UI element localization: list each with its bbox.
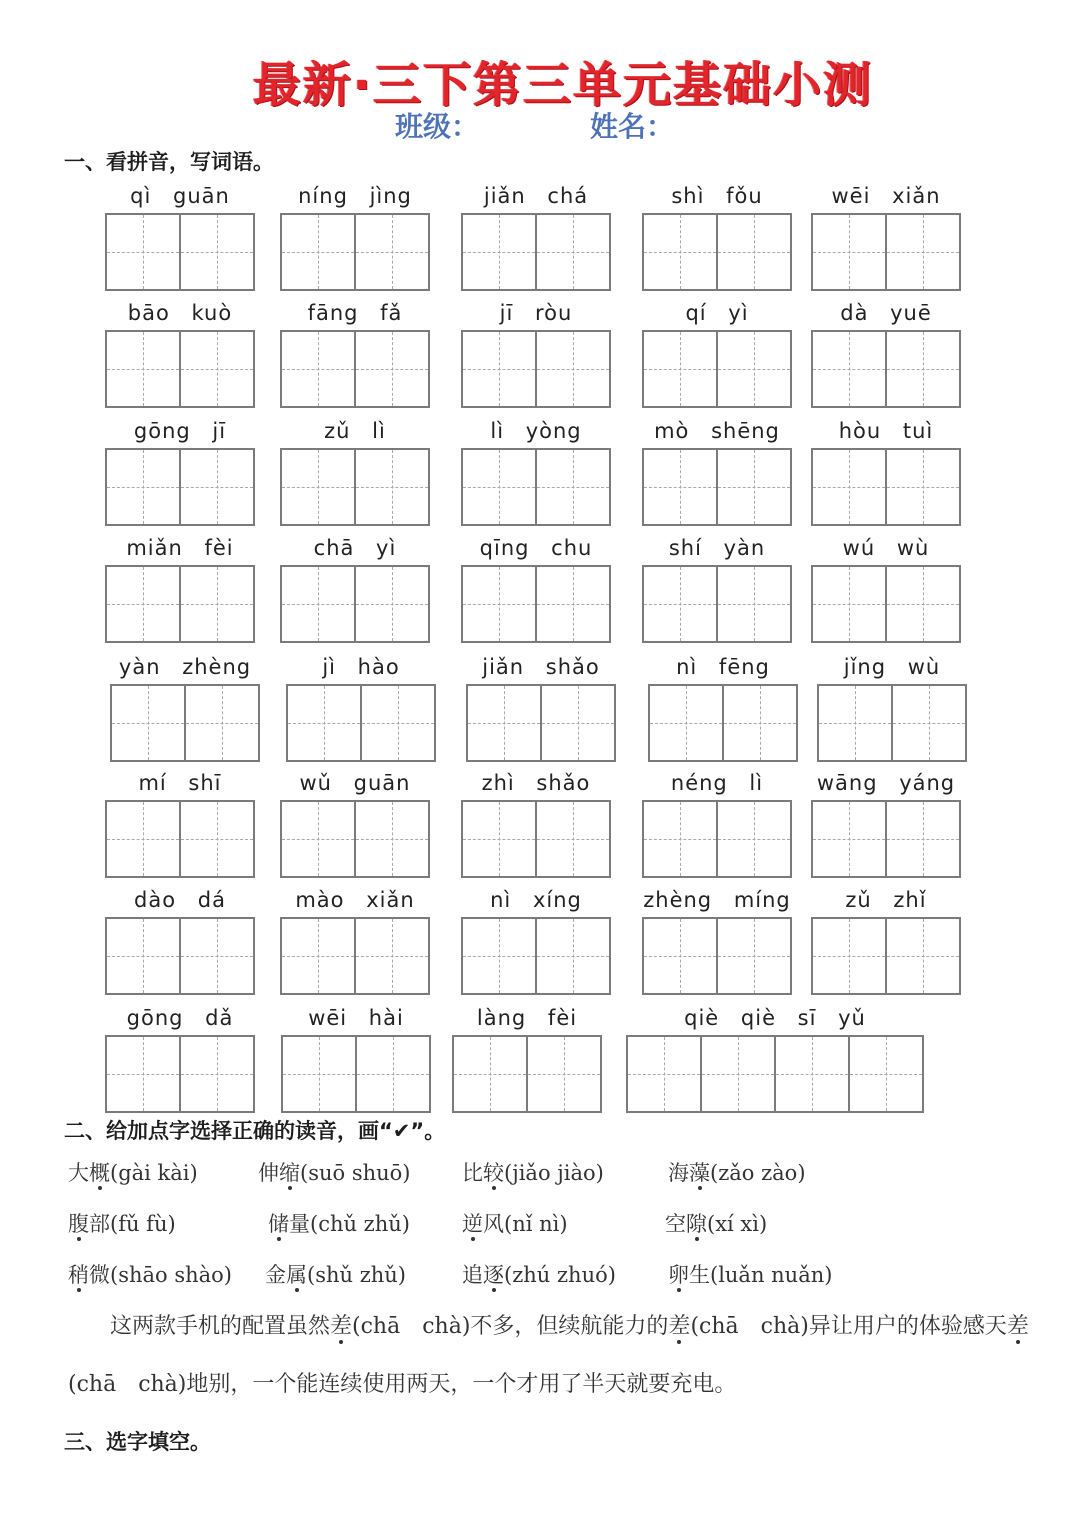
tianzige-box xyxy=(811,448,961,526)
name-label: 姓名： xyxy=(590,110,675,143)
char-cell xyxy=(354,215,428,289)
tianzige-box xyxy=(280,917,430,995)
word-char: 比 xyxy=(462,1161,483,1185)
pinyin-word-item xyxy=(811,296,961,408)
tianzige-box xyxy=(642,800,792,878)
pinyin-word-item xyxy=(286,650,436,762)
char-cell xyxy=(179,332,253,406)
tianzige-box xyxy=(817,684,967,762)
pinyin-word-item xyxy=(811,883,961,995)
word-char: 伸 xyxy=(258,1161,279,1185)
reading-choice-item xyxy=(668,1159,806,1187)
pinyin-label: néng lì xyxy=(670,771,764,795)
char-cell xyxy=(107,450,179,524)
pinyin-word-item xyxy=(811,766,961,878)
paragraph-text: (chā chà)异让用户的体验感天 xyxy=(690,1314,1007,1339)
char-cell xyxy=(885,567,959,641)
reading-options: (shǔ zhǔ) xyxy=(307,1263,407,1287)
char-cell xyxy=(885,919,959,993)
char-cell xyxy=(891,686,965,760)
char-cell xyxy=(107,919,179,993)
pinyin-label: nì fēng xyxy=(676,655,770,679)
char-cell xyxy=(716,802,790,876)
tianzige-box xyxy=(642,448,792,526)
pinyin-word-item xyxy=(280,296,430,408)
char-cell xyxy=(282,332,354,406)
pinyin-word-item xyxy=(642,179,792,291)
word-char: 大 xyxy=(68,1161,89,1185)
tianzige-box xyxy=(642,565,792,643)
char-cell xyxy=(282,802,354,876)
char-cell xyxy=(700,1037,774,1111)
pinyin-word-item xyxy=(280,414,430,526)
char-cell xyxy=(179,1037,253,1111)
pinyin-label: zhì shǎo xyxy=(481,771,591,795)
dotted-char: 藻 xyxy=(689,1161,710,1185)
char-cell xyxy=(716,332,790,406)
tianzige-box xyxy=(642,917,792,995)
char-cell xyxy=(885,215,959,289)
pinyin-label: dà yuē xyxy=(840,301,932,325)
char-cell xyxy=(848,1037,922,1111)
pinyin-word-item xyxy=(642,531,792,643)
pinyin-word-item xyxy=(105,1001,255,1113)
pinyin-word-item xyxy=(280,179,430,291)
char-cell xyxy=(179,215,253,289)
tianzige-box xyxy=(811,800,961,878)
word-char: 追 xyxy=(462,1263,483,1287)
pinyin-label: zǔ lì xyxy=(324,419,386,443)
pinyin-label: qí yì xyxy=(685,301,749,325)
char-cell xyxy=(179,450,253,524)
reading-options: (zhú zhuó) xyxy=(504,1263,616,1287)
char-cell xyxy=(282,567,354,641)
pinyin-word-item xyxy=(811,414,961,526)
char-cell xyxy=(107,1037,179,1111)
char-cell xyxy=(644,332,716,406)
tianzige-box xyxy=(811,565,961,643)
pinyin-word-item xyxy=(105,414,255,526)
char-cell xyxy=(179,802,253,876)
pinyin-label: níng jìng xyxy=(298,184,412,208)
pinyin-word-item xyxy=(280,531,430,643)
dotted-char: 缩 xyxy=(279,1161,300,1185)
pinyin-label: zhèng míng xyxy=(643,888,791,912)
pinyin-word-item xyxy=(811,531,961,643)
char-cell xyxy=(354,802,428,876)
pinyin-label: gōng dǎ xyxy=(126,1006,234,1030)
reading-choice-item xyxy=(462,1159,604,1187)
char-cell xyxy=(774,1037,848,1111)
pinyin-label: nì xíng xyxy=(490,888,582,912)
tianzige-box xyxy=(461,448,611,526)
pinyin-word-item xyxy=(817,650,967,762)
char-cell xyxy=(354,332,428,406)
char-cell xyxy=(107,567,179,641)
pinyin-label: zǔ zhǐ xyxy=(845,888,927,912)
tianzige-box xyxy=(626,1035,924,1113)
char-cell xyxy=(282,919,354,993)
tianzige-box xyxy=(461,917,611,995)
class-label: 班级： xyxy=(395,110,480,143)
char-cell xyxy=(463,450,535,524)
char-cell xyxy=(288,686,360,760)
pinyin-label: bāo kuò xyxy=(127,301,233,325)
reading-options: 部(fǔ fù) xyxy=(89,1212,176,1236)
pinyin-label: miǎn fèi xyxy=(126,536,234,560)
tianzige-box xyxy=(452,1035,602,1113)
char-cell xyxy=(463,567,535,641)
char-cell xyxy=(885,802,959,876)
char-cell xyxy=(716,567,790,641)
pinyin-label: làng fèi xyxy=(476,1006,578,1030)
char-cell xyxy=(463,802,535,876)
dotted-char: 逐 xyxy=(483,1263,504,1287)
char-cell xyxy=(644,567,716,641)
pinyin-label: wēi xiǎn xyxy=(831,184,941,208)
dotted-char: 储 xyxy=(268,1212,289,1236)
tianzige-box xyxy=(280,565,430,643)
reading-options: (xí xì) xyxy=(707,1212,768,1236)
pinyin-word-item xyxy=(461,179,611,291)
dotted-char: 卵 xyxy=(668,1263,689,1287)
tianzige-box xyxy=(105,330,255,408)
char-cell xyxy=(184,686,258,760)
char-cell xyxy=(644,215,716,289)
tianzige-box xyxy=(105,213,255,291)
pinyin-label: jì hào xyxy=(322,655,400,679)
tianzige-box xyxy=(281,1035,431,1113)
reading-options: 生(luǎn nuǎn) xyxy=(689,1263,833,1287)
pinyin-label: qīng chu xyxy=(479,536,593,560)
char-cell xyxy=(535,450,609,524)
pinyin-word-item xyxy=(642,766,792,878)
pinyin-label: gōng jī xyxy=(133,419,227,443)
pinyin-word-item xyxy=(626,1001,924,1113)
char-cell xyxy=(354,450,428,524)
char-cell xyxy=(454,1037,526,1111)
reading-choice-item xyxy=(265,1261,406,1289)
tianzige-box xyxy=(105,800,255,878)
char-cell xyxy=(535,919,609,993)
pinyin-word-item xyxy=(461,414,611,526)
tianzige-box xyxy=(461,800,611,878)
pinyin-word-item xyxy=(110,650,260,762)
pinyin-label: jiǎn shǎo xyxy=(482,655,600,679)
pinyin-label: dào dá xyxy=(134,888,226,912)
dotted-char: 较 xyxy=(483,1161,504,1185)
char-cell xyxy=(885,332,959,406)
pinyin-word-item xyxy=(461,766,611,878)
reading-options: 量(chǔ zhǔ) xyxy=(289,1212,410,1236)
char-cell xyxy=(283,1037,355,1111)
char-cell xyxy=(819,686,891,760)
pinyin-word-item xyxy=(466,650,616,762)
char-cell xyxy=(813,919,885,993)
tianzige-box xyxy=(280,330,430,408)
dotted-char: 稍 xyxy=(68,1263,89,1287)
pinyin-label: jī ròu xyxy=(499,301,573,325)
dotted-char: 属 xyxy=(286,1263,307,1287)
reading-options: (zǎo zào) xyxy=(710,1161,806,1185)
char-cell xyxy=(716,215,790,289)
reading-choice-item xyxy=(268,1210,410,1238)
tianzige-box xyxy=(648,684,798,762)
pinyin-word-item xyxy=(642,414,792,526)
pinyin-label: shì fǒu xyxy=(671,184,763,208)
char-cell xyxy=(540,686,614,760)
char-cell xyxy=(535,567,609,641)
reading-choice-item xyxy=(462,1210,568,1238)
char-cell xyxy=(354,567,428,641)
pinyin-label: shí yàn xyxy=(668,536,766,560)
pinyin-label: wǔ guān xyxy=(299,771,411,795)
char-cell xyxy=(813,215,885,289)
pinyin-word-item xyxy=(461,531,611,643)
pinyin-word-item xyxy=(461,296,611,408)
pinyin-word-item xyxy=(105,531,255,643)
pinyin-word-item xyxy=(280,766,430,878)
pinyin-label: yàn zhèng xyxy=(118,655,252,679)
section-1-heading: 一、看拼音，写词语。 xyxy=(64,150,274,174)
char-cell xyxy=(526,1037,600,1111)
char-cell xyxy=(282,450,354,524)
char-cell xyxy=(644,919,716,993)
char-cell xyxy=(650,686,722,760)
pinyin-label: chā yì xyxy=(313,536,397,560)
tianzige-box xyxy=(466,684,616,762)
paragraph-text: (chā chà)不多，但续航能力的 xyxy=(352,1314,669,1339)
section-2-heading: 二、给加点字选择正确的读音，画“✔”。 xyxy=(64,1119,446,1143)
worksheet-title: 最新·三下第三单元基础小测 xyxy=(252,57,874,113)
char-cell xyxy=(282,215,354,289)
reading-options: (suō shuō) xyxy=(300,1161,411,1185)
reading-choice-item xyxy=(665,1210,767,1238)
reading-choice-item xyxy=(258,1159,410,1187)
pinyin-label: lì yòng xyxy=(490,419,582,443)
dotted-char: 腹 xyxy=(68,1212,89,1236)
pinyin-label: wēi hài xyxy=(308,1006,404,1030)
char-cell xyxy=(644,450,716,524)
dotted-char: 差 xyxy=(330,1314,353,1339)
tianzige-box xyxy=(811,917,961,995)
reading-options: (gài kài) xyxy=(110,1161,198,1185)
reading-choice-item xyxy=(68,1159,198,1187)
reading-choice-item xyxy=(668,1261,832,1289)
pinyin-label: mí shī xyxy=(138,771,222,795)
tianzige-box xyxy=(461,213,611,291)
char-cell xyxy=(354,919,428,993)
char-cell xyxy=(885,450,959,524)
dotted-char: 差 xyxy=(1006,1314,1029,1339)
reading-choice-item xyxy=(68,1261,232,1289)
char-cell xyxy=(716,450,790,524)
tianzige-box xyxy=(811,330,961,408)
pinyin-word-item xyxy=(811,179,961,291)
char-cell xyxy=(179,567,253,641)
char-cell xyxy=(360,686,434,760)
pinyin-word-item xyxy=(642,883,792,995)
char-cell xyxy=(628,1037,700,1111)
dotted-char: 逆 xyxy=(462,1212,483,1236)
char-cell xyxy=(716,919,790,993)
pinyin-label: jiǎn chá xyxy=(483,184,589,208)
reading-choice-item xyxy=(68,1210,176,1238)
char-cell xyxy=(535,802,609,876)
word-char: 空 xyxy=(665,1212,686,1236)
tianzige-box xyxy=(461,330,611,408)
tianzige-box xyxy=(642,330,792,408)
pinyin-word-item xyxy=(642,296,792,408)
char-cell xyxy=(813,802,885,876)
reading-options: (jiǎo jiào) xyxy=(504,1161,604,1185)
pinyin-label: wāng yáng xyxy=(816,771,956,795)
pinyin-word-item xyxy=(452,1001,602,1113)
tianzige-box xyxy=(105,917,255,995)
pinyin-label: qì guān xyxy=(130,184,230,208)
paragraph-text: (chā chà)地别，一个能连续使用两天，一个才用了半天就要充电。 xyxy=(68,1372,737,1397)
pinyin-word-item xyxy=(280,883,430,995)
char-cell xyxy=(813,567,885,641)
pinyin-label: qiè qiè sī yǔ xyxy=(684,1006,866,1030)
char-cell xyxy=(463,919,535,993)
tianzige-box xyxy=(286,684,436,762)
tianzige-box xyxy=(105,565,255,643)
char-cell xyxy=(107,332,179,406)
dotted-char: 差 xyxy=(668,1314,691,1339)
pinyin-word-item xyxy=(105,883,255,995)
tianzige-box xyxy=(105,448,255,526)
tianzige-box xyxy=(105,1035,255,1113)
pinyin-word-item xyxy=(648,650,798,762)
pinyin-label: mò shēng xyxy=(654,419,780,443)
reading-options: 微(shāo shào) xyxy=(89,1263,232,1287)
dotted-char: 隙 xyxy=(686,1212,707,1236)
char-cell xyxy=(644,802,716,876)
tianzige-box xyxy=(811,213,961,291)
tianzige-box xyxy=(110,684,260,762)
pinyin-word-item xyxy=(105,179,255,291)
pinyin-label: fāng fǎ xyxy=(307,301,403,325)
char-cell xyxy=(463,332,535,406)
char-cell xyxy=(107,802,179,876)
tianzige-box xyxy=(461,565,611,643)
reading-options: 风(nǐ nì) xyxy=(483,1212,568,1236)
pinyin-label: wú wù xyxy=(842,536,930,560)
char-cell xyxy=(535,332,609,406)
pinyin-word-item xyxy=(105,296,255,408)
dotted-char: 概 xyxy=(89,1161,110,1185)
tianzige-box xyxy=(642,213,792,291)
char-cell xyxy=(722,686,796,760)
paragraph-line-1 xyxy=(110,1312,1029,1342)
char-cell xyxy=(112,686,184,760)
char-cell xyxy=(355,1037,429,1111)
pinyin-word-item xyxy=(461,883,611,995)
pinyin-word-item xyxy=(281,1001,431,1113)
char-cell xyxy=(813,450,885,524)
tianzige-box xyxy=(280,800,430,878)
section-3-heading: 三、选字填空。 xyxy=(64,1430,211,1454)
paragraph-text: 这两款手机的配置虽然 xyxy=(110,1314,331,1339)
char-cell xyxy=(468,686,540,760)
tianzige-box xyxy=(280,213,430,291)
char-cell xyxy=(463,215,535,289)
char-cell xyxy=(813,332,885,406)
pinyin-label: hòu tuì xyxy=(838,419,934,443)
reading-choice-item xyxy=(462,1261,616,1289)
pinyin-label: jǐng wù xyxy=(843,655,941,679)
char-cell xyxy=(107,215,179,289)
word-char: 金 xyxy=(265,1263,286,1287)
char-cell xyxy=(179,919,253,993)
paragraph-line-2 xyxy=(68,1370,736,1400)
tianzige-box xyxy=(280,448,430,526)
char-cell xyxy=(535,215,609,289)
pinyin-label: mào xiǎn xyxy=(295,888,415,912)
pinyin-word-item xyxy=(105,766,255,878)
word-char: 海 xyxy=(668,1161,689,1185)
